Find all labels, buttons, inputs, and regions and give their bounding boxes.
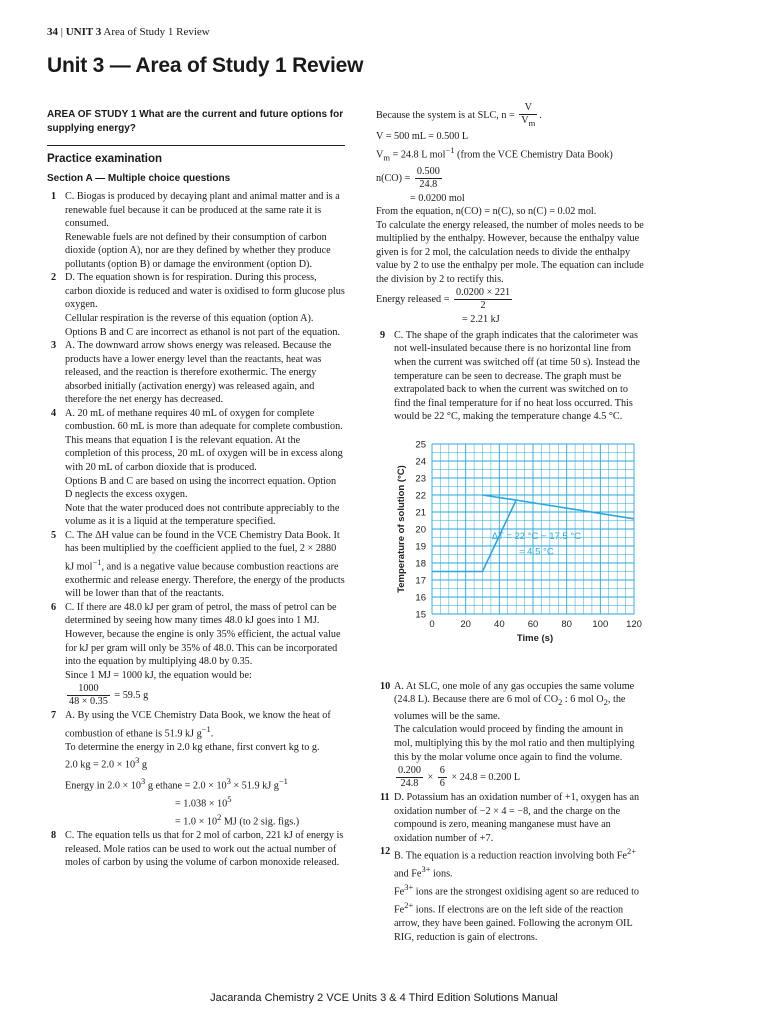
answer-12: [376, 845, 644, 944]
answer-number: 7: [51, 710, 57, 722]
y-tick-label: 17: [415, 575, 426, 587]
answer-9: [376, 329, 644, 424]
body-text: To calculate the energy released, the number of moles needs to be multiplied by the enthalpy. However, because the enthalpy value given is for 2 mol, the calculation needs to divide the enthalpy value by 2 to use the enthalpy per mole. The equation can include the division by 2 to rectify this.: [376, 219, 644, 285]
header-unit: UNIT 3: [65, 26, 102, 38]
page-number: 34: [47, 26, 58, 38]
answer-number: 3: [51, 340, 57, 352]
answer-number: 2: [51, 272, 57, 284]
answer-number: 5: [51, 529, 57, 541]
answer-text: D. Potassium has an oxidation number of +1, oxygen has an oxidation number of −2 × 4 = −8, and the charge on the compound is zero, meaning manganese must have an oxidation number of +7.: [394, 792, 640, 844]
answer-text: The calculation would proceed by finding the amount in mol, multiplying this by the mol ratio and then multiplying this by the molar volume once again to find the volume.: [394, 724, 635, 763]
divider: [47, 145, 345, 146]
equation: Because the system is at SLC, n = $\frac{V}{V_m}$ .: [376, 102, 542, 129]
y-tick-label: 23: [415, 473, 426, 485]
answer-text: C. The shape of the graph indicates that the calorimeter was not well-insulated because there is no horizontal line from when the current was switched off (at time 50 s). Instead the temperature can be seen to decrease. The graph must be extrapolated back to when the current was switched on to find the final temperature for if no heat loss occurred. This would be 22 °C, making the temperature change 4.5 °C.: [394, 329, 640, 423]
answer-number: 8: [51, 829, 57, 841]
answer-number: 1: [51, 191, 57, 203]
equation: $\frac{0.200}{24.8}$ × $\frac{6}{6}$ × 24.8 = 0.200 L: [398, 765, 521, 790]
y-tick-label: 16: [415, 592, 426, 604]
page-title: Unit 3 — Area of Study 1 Review: [47, 54, 364, 77]
y-axis-label: Temperature of solution (°C): [396, 464, 407, 593]
answer-text: Cellular respiration is the reverse of this equation (option A). Options B and C are incorrect as ethanol is not part of the equation.: [65, 313, 340, 338]
page-footer: Jacaranda Chemistry 2 VCE Units 3 & 4 Third Edition Solutions Manual: [210, 992, 558, 1004]
y-tick-label: 19: [415, 541, 426, 553]
y-tick-label: 20: [415, 524, 426, 536]
equation: $\frac{1000}{48 \times 0.35}$ = 59.5 g: [69, 683, 149, 708]
delta-t-annotation: ΔT = 22 °C − 17.5 °C: [491, 530, 582, 542]
answer-3: [47, 339, 345, 407]
answer-8: [47, 829, 345, 870]
answer-number: 11: [380, 792, 390, 804]
temperature-chart: [376, 434, 644, 674]
answer-text: A. By using the VCE Chemistry Data Book, we know the heat of combustion of ethane is 51.9 kJ $g^{-1}$.: [65, 710, 331, 740]
left-column: [47, 108, 345, 870]
header-separator: |: [60, 26, 63, 38]
answer-text: C. The equation tells us that for 2 mol of carbon, 221 kJ of energy is released. Mole ratios can be used to work out the actual number of moles of carbon by using the volume of carbon monoxide released.: [65, 829, 344, 869]
y-tick-label: 21: [415, 507, 426, 519]
aos-heading: AREA OF STUDY 1 What are the current and future options for supplying energy?: [47, 109, 344, 134]
x-tick-label: 20: [460, 618, 471, 630]
section-a-heading: Section A — Multiple choice questions: [47, 172, 231, 184]
y-tick-label: 25: [415, 439, 426, 451]
equation: = 2.21 kJ: [462, 314, 500, 326]
answer-text: C. If there are 48.0 kJ per gram of petrol, the mass of petrol can be determined by seeing how many times 48.0 kJ goes into 1 MJ. However, because the engine is only 35% efficient, the actual value for kJ per gram will only be 35% of 48.0. This can be incorporated into the equation by multiplying 48.0 by 0.35.: [65, 601, 341, 668]
answer-number: 10: [380, 680, 391, 692]
y-tick-label: 24: [415, 456, 426, 468]
answer-text: Renewable fuels are not defined by their consumption of carbon dioxide (option A), nor are they defined by whether they produce pollutants (option B) or damage the environment (option D).: [65, 231, 331, 270]
answer-text: B. The equation is a reduction reaction involving both $Fe^{2+}$ and $Fe^{3+}$ ions.: [394, 846, 636, 880]
answer-text: C. The ΔH value can be found in the VCE Chemistry Data Book. It has been multiplied by the coefficient applied to the fuel, 2 × 2880 kJ mol$^{-1}$, and is a negative value because combustion reactions are exothermic and release energy. Therefore, the energy of the products will be lower than that of the reactants.: [65, 529, 345, 600]
equation: = $1.0 \times 10^2$ MJ (to 2 sig. figs.): [175, 812, 300, 828]
answer-number: 12: [380, 846, 391, 858]
answer-text: A. At SLC, one mole of any gas occupies the same volume (24.8 L). Because there are 6 mol of $CO_2$ : 6 mol $O_2$, the volumes will be the same.: [394, 680, 635, 722]
answer-1: [47, 190, 345, 271]
equation: Energy released = $\frac{0.0200 \times 221}{2}$: [376, 287, 511, 312]
y-tick-label: 15: [415, 609, 426, 621]
x-tick-label: 0: [429, 618, 435, 630]
answer-11: [376, 791, 644, 845]
y-tick-label: 18: [415, 558, 426, 570]
answer-text: Options B and C are based on using the incorrect equation. Option D neglects the excess oxygen.: [65, 475, 337, 501]
body-text: From the equation, n(CO) = n(C), so n(C) = 0.02 mol.: [376, 206, 597, 218]
x-tick-label: 80: [561, 618, 572, 630]
answer-5: [47, 529, 345, 601]
answer-text: $Fe^{3+}$ ions are the strongest oxidising agent so are reduced to $Fe^{2+}$ ions. If electrons are on the left side of the reaction arrow, they have been gained. Following the acronym OIL RIG, reduction is gain of electrons.: [394, 882, 639, 943]
answer-number: 4: [51, 407, 57, 419]
x-axis-label: Time (s): [516, 632, 554, 644]
answer-text: A. 20 mL of methane requires 40 mL of oxygen for complete combustion. 60 mL is more than adequate for complete combustion. This means that equation I is the relevant equation. At the completion of this process, 20 mL of oxygen will be in excess along with 20 mL of carbon dioxide that is produced.: [65, 407, 343, 474]
answer-6: [47, 601, 345, 708]
answer-number: 6: [51, 601, 57, 613]
equation: = $1.038 \times 10^5$: [175, 794, 232, 810]
answer-number: 9: [380, 329, 386, 341]
answer-text: C. Biogas is produced by decaying plant and animal matter and is a renewable fuel because it can be produced at the same rate it is consumed.: [65, 191, 340, 230]
x-tick-label: 100: [592, 618, 609, 630]
answer-text: A. The downward arrow shows energy was released. Because the products have a lower energy level than the reactants, heat was released, and the reaction is therefore exothermic. The energy absorbed initially (activation energy) was released again, and therefore the net energy has decreased.: [65, 340, 332, 406]
x-tick-label: 120: [626, 618, 642, 630]
answer-10: [376, 680, 644, 790]
answer-text: D. The equation shown is for respiration. During this process, carbon dioxide is reduced and water is oxidised to form glucose plus oxygen.: [65, 272, 345, 311]
y-tick-label: 22: [415, 490, 426, 502]
equation: V = 500 mL = 0.500 L: [376, 131, 469, 143]
answer-4: [47, 407, 345, 529]
answer-7: [47, 709, 345, 829]
x-tick-label: 40: [494, 618, 505, 630]
answer-text: To determine the energy in 2.0 kg ethane, first convert kg to g.: [65, 741, 320, 753]
header-section: Area of Study 1 Review: [103, 26, 210, 38]
right-column: [376, 101, 644, 944]
page-header: [47, 26, 210, 38]
x-tick-label: 60: [527, 618, 539, 630]
equation: n(CO) = $\frac{0.500}{24.8}$: [376, 165, 440, 190]
chart-svg: [376, 434, 644, 674]
answer-text: 2.0 kg = $2.0 \times 10^3$ g: [65, 755, 147, 771]
practice-heading: Practice examination: [47, 153, 163, 165]
delta-t-result: = 4.5 °C: [519, 546, 554, 558]
equation: $V_m = 24.8$ L mol$^{-1}$ (from the VCE Chemistry Data Book): [376, 144, 613, 162]
equation: = 0.0200 mol: [410, 192, 465, 204]
equation: Energy in $2.0 \times 10^3$ g ethane = $2.0 \times 10^3 \times 51.9$ kJ $g^{-1}$: [65, 776, 288, 792]
answer-2: [47, 271, 345, 339]
answer-text: Note that the water produced does not contribute appreciably to the volume as it is a liquid at the temperature specified.: [65, 502, 340, 528]
answer-text: Since 1 MJ = 1000 kJ, the equation would be:: [65, 669, 252, 681]
